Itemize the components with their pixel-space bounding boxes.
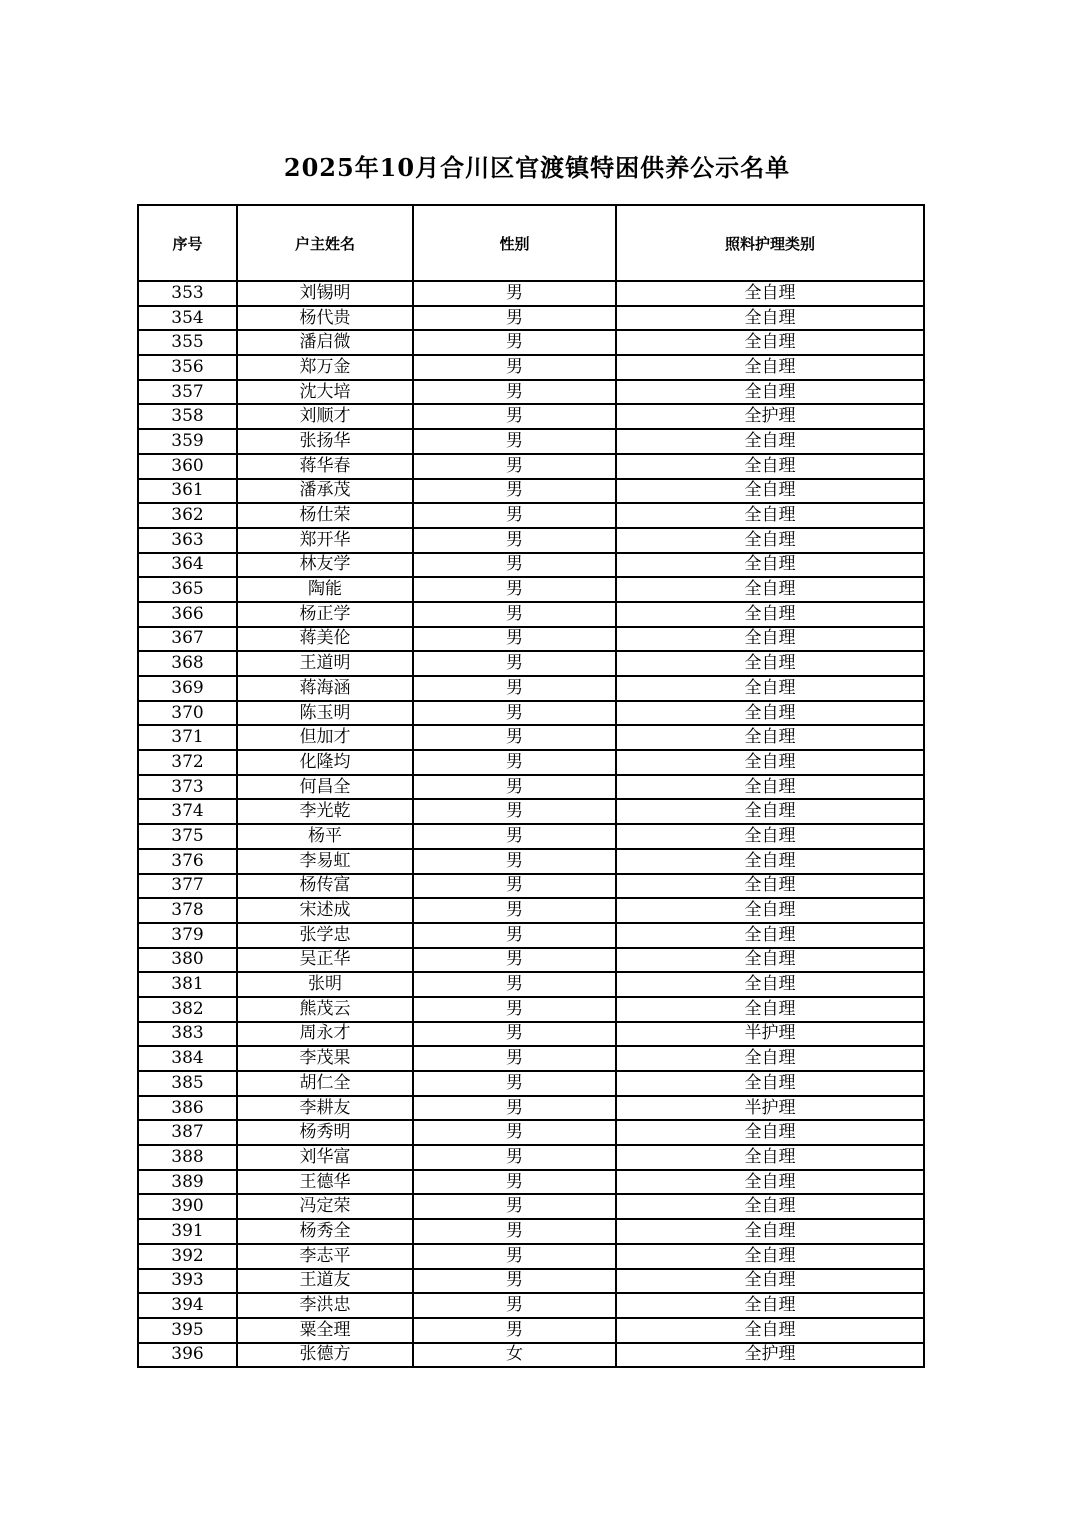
care-cell: 全自理 xyxy=(616,849,924,874)
name-cell: 王德华 xyxy=(237,1170,413,1195)
name-cell: 胡仁全 xyxy=(237,1071,413,1096)
name-cell: 但加才 xyxy=(237,725,413,750)
gender-cell: 男 xyxy=(413,775,616,800)
seq-cell: 354 xyxy=(138,306,237,331)
seq-cell: 393 xyxy=(138,1269,237,1294)
seq-cell: 362 xyxy=(138,503,237,528)
care-cell: 全自理 xyxy=(616,577,924,602)
care-cell: 全自理 xyxy=(616,1293,924,1318)
name-cell: 王道明 xyxy=(237,651,413,676)
table-row xyxy=(138,577,924,602)
seq-cell: 374 xyxy=(138,799,237,824)
name-cell: 杨平 xyxy=(237,824,413,849)
care-cell: 全自理 xyxy=(616,923,924,948)
seq-cell: 392 xyxy=(138,1244,237,1269)
seq-cell: 396 xyxy=(138,1343,237,1368)
gender-cell: 男 xyxy=(413,528,616,553)
care-cell: 全自理 xyxy=(616,1120,924,1145)
table-row xyxy=(138,553,924,578)
care-cell: 全自理 xyxy=(616,1219,924,1244)
seq-cell: 386 xyxy=(138,1096,237,1121)
care-cell: 全自理 xyxy=(616,725,924,750)
seq-cell: 387 xyxy=(138,1120,237,1145)
name-cell: 陶能 xyxy=(237,577,413,602)
care-cell: 半护理 xyxy=(616,1096,924,1121)
name-cell: 郑万金 xyxy=(237,355,413,380)
care-cell: 全自理 xyxy=(616,1318,924,1343)
care-cell: 全自理 xyxy=(616,874,924,899)
seq-cell: 391 xyxy=(138,1219,237,1244)
name-cell: 沈大培 xyxy=(237,380,413,405)
seq-cell: 385 xyxy=(138,1071,237,1096)
name-cell: 潘启微 xyxy=(237,330,413,355)
table-row xyxy=(138,1022,924,1047)
seq-cell: 364 xyxy=(138,553,237,578)
gender-cell: 男 xyxy=(413,1071,616,1096)
name-cell: 王道友 xyxy=(237,1269,413,1294)
name-cell: 蒋海涵 xyxy=(237,676,413,701)
gender-cell: 男 xyxy=(413,330,616,355)
gender-cell: 男 xyxy=(413,1170,616,1195)
gender-cell: 男 xyxy=(413,577,616,602)
name-cell: 李易虹 xyxy=(237,849,413,874)
gender-cell: 男 xyxy=(413,553,616,578)
name-cell: 吴正华 xyxy=(237,948,413,973)
name-cell: 冯定荣 xyxy=(237,1194,413,1219)
care-cell: 全自理 xyxy=(616,503,924,528)
table-row xyxy=(138,799,924,824)
table-row xyxy=(138,528,924,553)
gender-cell: 男 xyxy=(413,1293,616,1318)
seq-cell: 377 xyxy=(138,874,237,899)
table-row xyxy=(138,1343,924,1368)
care-cell: 全自理 xyxy=(616,355,924,380)
name-cell: 李茂果 xyxy=(237,1046,413,1071)
name-cell: 刘锡明 xyxy=(237,281,413,306)
care-cell: 全自理 xyxy=(616,1046,924,1071)
gender-cell: 男 xyxy=(413,948,616,973)
care-cell: 全自理 xyxy=(616,306,924,331)
name-cell: 李耕友 xyxy=(237,1096,413,1121)
name-cell: 杨秀明 xyxy=(237,1120,413,1145)
gender-cell: 男 xyxy=(413,972,616,997)
care-cell: 全护理 xyxy=(616,404,924,429)
gender-cell: 男 xyxy=(413,750,616,775)
seq-cell: 353 xyxy=(138,281,237,306)
care-cell: 全自理 xyxy=(616,676,924,701)
name-cell: 杨传富 xyxy=(237,874,413,899)
name-cell: 粟全理 xyxy=(237,1318,413,1343)
seq-cell: 381 xyxy=(138,972,237,997)
table-row xyxy=(138,1318,924,1343)
table-row xyxy=(138,923,924,948)
seq-cell: 357 xyxy=(138,380,237,405)
care-cell: 全自理 xyxy=(616,1244,924,1269)
table-row xyxy=(138,454,924,479)
table-row xyxy=(138,725,924,750)
table-row xyxy=(138,750,924,775)
table-row xyxy=(138,627,924,652)
gender-cell: 男 xyxy=(413,701,616,726)
header-name: 户主姓名 xyxy=(237,205,413,281)
table-row xyxy=(138,330,924,355)
table-header xyxy=(138,205,924,281)
table-row xyxy=(138,676,924,701)
table-row xyxy=(138,1219,924,1244)
seq-cell: 366 xyxy=(138,602,237,627)
seq-cell: 368 xyxy=(138,651,237,676)
gender-cell: 男 xyxy=(413,1219,616,1244)
care-cell: 全自理 xyxy=(616,1194,924,1219)
care-cell: 全自理 xyxy=(616,380,924,405)
seq-cell: 378 xyxy=(138,898,237,923)
table-row xyxy=(138,849,924,874)
table-row xyxy=(138,503,924,528)
gender-cell: 男 xyxy=(413,1096,616,1121)
seq-cell: 371 xyxy=(138,725,237,750)
seq-cell: 367 xyxy=(138,627,237,652)
name-cell: 陈玉明 xyxy=(237,701,413,726)
seq-cell: 372 xyxy=(138,750,237,775)
table-row xyxy=(138,898,924,923)
gender-cell: 男 xyxy=(413,725,616,750)
header-care: 照料护理类别 xyxy=(616,205,924,281)
table-row xyxy=(138,1120,924,1145)
seq-cell: 363 xyxy=(138,528,237,553)
care-cell: 全自理 xyxy=(616,775,924,800)
table-row xyxy=(138,479,924,504)
table-row xyxy=(138,651,924,676)
table-row xyxy=(138,997,924,1022)
table-row xyxy=(138,281,924,306)
header-sex: 性别 xyxy=(413,205,616,281)
gender-cell: 男 xyxy=(413,306,616,331)
gender-cell: 男 xyxy=(413,1244,616,1269)
table-row xyxy=(138,306,924,331)
seq-cell: 365 xyxy=(138,577,237,602)
gender-cell: 男 xyxy=(413,627,616,652)
seq-cell: 360 xyxy=(138,454,237,479)
care-cell: 全自理 xyxy=(616,1145,924,1170)
name-cell: 张明 xyxy=(237,972,413,997)
care-cell: 全自理 xyxy=(616,701,924,726)
seq-cell: 356 xyxy=(138,355,237,380)
table-row xyxy=(138,1170,924,1195)
care-cell: 全自理 xyxy=(616,948,924,973)
gender-cell: 男 xyxy=(413,874,616,899)
name-cell: 郑开华 xyxy=(237,528,413,553)
seq-cell: 370 xyxy=(138,701,237,726)
seq-cell: 388 xyxy=(138,1145,237,1170)
gender-cell: 男 xyxy=(413,1120,616,1145)
name-cell: 何昌全 xyxy=(237,775,413,800)
name-cell: 李志平 xyxy=(237,1244,413,1269)
table-row xyxy=(138,824,924,849)
gender-cell: 男 xyxy=(413,1046,616,1071)
name-cell: 张学忠 xyxy=(237,923,413,948)
seq-cell: 384 xyxy=(138,1046,237,1071)
table-row xyxy=(138,1096,924,1121)
table-row xyxy=(138,1269,924,1294)
name-cell: 杨代贵 xyxy=(237,306,413,331)
name-cell: 张德方 xyxy=(237,1343,413,1368)
table-row xyxy=(138,1046,924,1071)
table-row xyxy=(138,1244,924,1269)
name-cell: 杨秀全 xyxy=(237,1219,413,1244)
care-cell: 半护理 xyxy=(616,1022,924,1047)
care-cell: 全自理 xyxy=(616,651,924,676)
care-cell: 全自理 xyxy=(616,479,924,504)
name-cell: 李洪忠 xyxy=(237,1293,413,1318)
gender-cell: 男 xyxy=(413,898,616,923)
seq-cell: 395 xyxy=(138,1318,237,1343)
gender-cell: 男 xyxy=(413,997,616,1022)
gender-cell: 男 xyxy=(413,355,616,380)
care-cell: 全自理 xyxy=(616,602,924,627)
table-row xyxy=(138,1194,924,1219)
name-cell: 熊茂云 xyxy=(237,997,413,1022)
table-row xyxy=(138,602,924,627)
seq-cell: 389 xyxy=(138,1170,237,1195)
roster-table xyxy=(137,204,925,1368)
name-cell: 宋述成 xyxy=(237,898,413,923)
header-row xyxy=(138,205,924,281)
table-row xyxy=(138,355,924,380)
care-cell: 全自理 xyxy=(616,429,924,454)
name-cell: 化隆均 xyxy=(237,750,413,775)
seq-cell: 383 xyxy=(138,1022,237,1047)
care-cell: 全自理 xyxy=(616,750,924,775)
seq-cell: 369 xyxy=(138,676,237,701)
name-cell: 杨仕荣 xyxy=(237,503,413,528)
table-row xyxy=(138,1071,924,1096)
gender-cell: 女 xyxy=(413,1343,616,1368)
gender-cell: 男 xyxy=(413,1022,616,1047)
care-cell: 全自理 xyxy=(616,454,924,479)
table-row xyxy=(138,429,924,454)
gender-cell: 男 xyxy=(413,503,616,528)
gender-cell: 男 xyxy=(413,454,616,479)
gender-cell: 男 xyxy=(413,849,616,874)
gender-cell: 男 xyxy=(413,1145,616,1170)
care-cell: 全自理 xyxy=(616,1170,924,1195)
table-row xyxy=(138,701,924,726)
gender-cell: 男 xyxy=(413,1318,616,1343)
care-cell: 全自理 xyxy=(616,824,924,849)
care-cell: 全自理 xyxy=(616,799,924,824)
gender-cell: 男 xyxy=(413,380,616,405)
seq-cell: 382 xyxy=(138,997,237,1022)
table-row xyxy=(138,404,924,429)
care-cell: 全自理 xyxy=(616,281,924,306)
name-cell: 蒋华春 xyxy=(237,454,413,479)
care-cell: 全自理 xyxy=(616,997,924,1022)
seq-cell: 355 xyxy=(138,330,237,355)
name-cell: 刘顺才 xyxy=(237,404,413,429)
seq-cell: 373 xyxy=(138,775,237,800)
seq-cell: 394 xyxy=(138,1293,237,1318)
table-row xyxy=(138,1293,924,1318)
name-cell: 潘承茂 xyxy=(237,479,413,504)
care-cell: 全自理 xyxy=(616,528,924,553)
care-cell: 全自理 xyxy=(616,330,924,355)
seq-cell: 390 xyxy=(138,1194,237,1219)
name-cell: 林友学 xyxy=(237,553,413,578)
name-cell: 刘华富 xyxy=(237,1145,413,1170)
seq-cell: 380 xyxy=(138,948,237,973)
table-body xyxy=(138,281,924,1367)
gender-cell: 男 xyxy=(413,602,616,627)
table-row xyxy=(138,380,924,405)
seq-cell: 375 xyxy=(138,824,237,849)
name-cell: 周永才 xyxy=(237,1022,413,1047)
gender-cell: 男 xyxy=(413,824,616,849)
gender-cell: 男 xyxy=(413,479,616,504)
table-row xyxy=(138,874,924,899)
name-cell: 李光乾 xyxy=(237,799,413,824)
care-cell: 全自理 xyxy=(616,898,924,923)
table-row xyxy=(138,972,924,997)
care-cell: 全自理 xyxy=(616,1269,924,1294)
gender-cell: 男 xyxy=(413,799,616,824)
seq-cell: 358 xyxy=(138,404,237,429)
seq-cell: 361 xyxy=(138,479,237,504)
seq-cell: 359 xyxy=(138,429,237,454)
table-row xyxy=(138,1145,924,1170)
gender-cell: 男 xyxy=(413,923,616,948)
care-cell: 全护理 xyxy=(616,1343,924,1368)
gender-cell: 男 xyxy=(413,404,616,429)
gender-cell: 男 xyxy=(413,1194,616,1219)
gender-cell: 男 xyxy=(413,676,616,701)
name-cell: 杨正学 xyxy=(237,602,413,627)
name-cell: 蒋美伦 xyxy=(237,627,413,652)
table-row xyxy=(138,775,924,800)
care-cell: 全自理 xyxy=(616,1071,924,1096)
care-cell: 全自理 xyxy=(616,627,924,652)
care-cell: 全自理 xyxy=(616,553,924,578)
name-cell: 张扬华 xyxy=(237,429,413,454)
table-row xyxy=(138,948,924,973)
gender-cell: 男 xyxy=(413,429,616,454)
care-cell: 全自理 xyxy=(616,972,924,997)
header-seq: 序号 xyxy=(138,205,237,281)
seq-cell: 379 xyxy=(138,923,237,948)
gender-cell: 男 xyxy=(413,651,616,676)
page-title: 2025年10月合川区官渡镇特困供养公示名单 xyxy=(283,153,791,182)
gender-cell: 男 xyxy=(413,1269,616,1294)
seq-cell: 376 xyxy=(138,849,237,874)
gender-cell: 男 xyxy=(413,281,616,306)
